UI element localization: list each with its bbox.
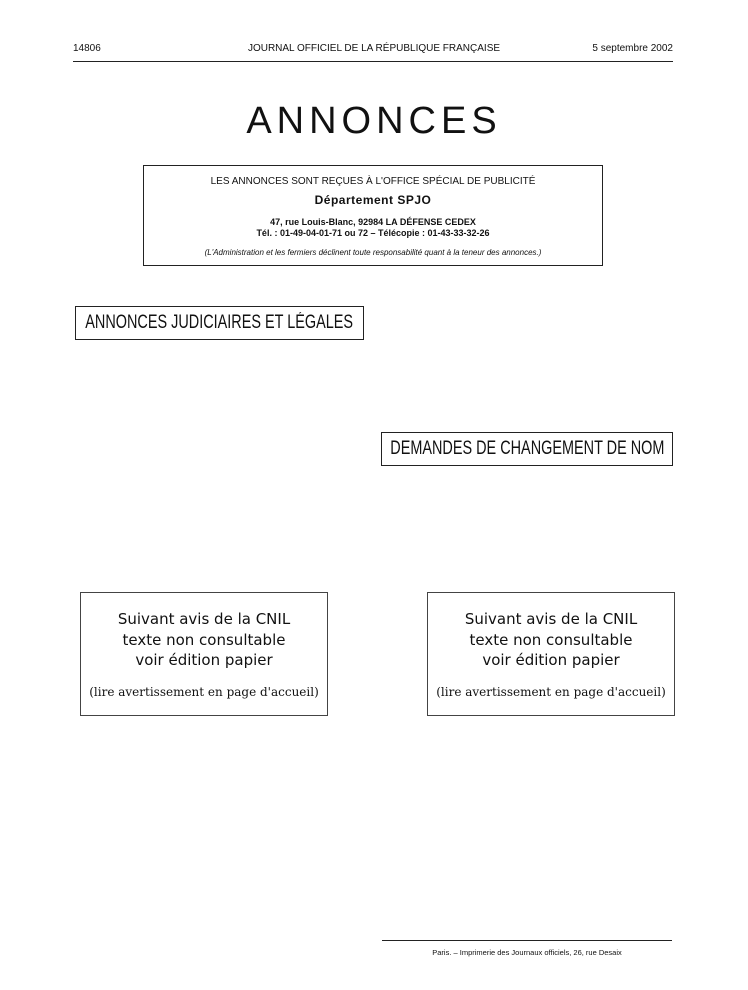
cnil-line-1: Suivant avis de la CNIL — [117, 610, 291, 628]
info-address: 47, rue Louis-Blanc, 92984 LA DÉFENSE CEDEX — [270, 217, 476, 227]
cnil-line-3: voir édition papier — [482, 651, 620, 669]
cnil-line-2: texte non consultable — [469, 631, 633, 649]
cnil-note: (lire avertissement en page d'accueil) — [436, 685, 666, 699]
header-rule — [73, 61, 673, 62]
cnil-line-1: Suivant avis de la CNIL — [464, 610, 638, 628]
cnil-line-2: texte non consultable — [122, 631, 286, 649]
info-box — [143, 165, 603, 266]
cnil-notice-right — [427, 592, 675, 716]
page-number: 14806 — [73, 43, 101, 54]
page-title: ANNONCES — [246, 100, 502, 142]
cnil-line-3: voir édition papier — [135, 651, 273, 669]
section-heading-judiciaires-label: ANNONCES JUDICIAIRES ET LÉGALES — [85, 312, 354, 333]
footer-rule — [382, 940, 672, 941]
section-heading-changement-nom-label: DEMANDES DE CHANGEMENT DE NOM — [389, 438, 665, 459]
section-heading-judiciaires — [75, 306, 364, 340]
footer-imprint: Paris. – Imprimerie des Journaux officiels, 26, rue Desaix — [432, 948, 622, 957]
cnil-notice-left — [80, 592, 328, 716]
info-phone: Tél. : 01-49-04-01-71 ou 72 – Télécopie : 01-43-33-32-26 — [256, 228, 490, 238]
section-heading-changement-nom — [381, 432, 673, 466]
info-reception-line: LES ANNONCES SONT REÇUES À L'OFFICE SPÉCIAL DE PUBLICITÉ — [210, 176, 536, 187]
cnil-note: (lire avertissement en page d'accueil) — [89, 685, 319, 699]
info-disclaimer: (L'Administration et les fermiers déclinent toute responsabilité quant à la teneur des annonces.) — [204, 248, 542, 257]
info-department: Département SPJO — [314, 193, 432, 207]
journal-title: JOURNAL OFFICIEL DE LA RÉPUBLIQUE FRANÇAISE — [247, 43, 501, 54]
issue-date: 5 septembre 2002 — [592, 43, 673, 54]
